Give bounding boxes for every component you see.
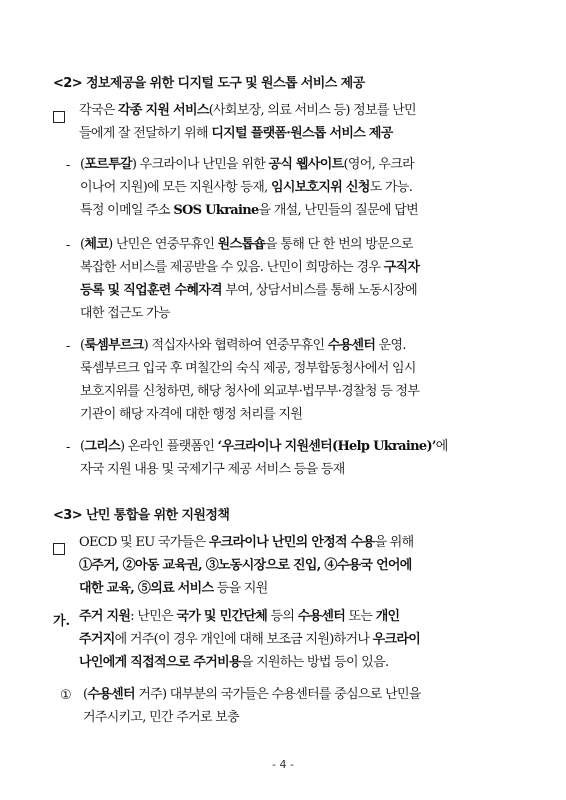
text-line: 들에게 잘 전달하기 위해 디지털 플랫폼·원스톱 서비스 제공: [79, 126, 393, 141]
text-line: 등록 및 직업훈련 수혜자격 부여, 상담서비스를 통해 노동시장에: [80, 283, 417, 298]
text-line: (그리스) 온라인 플랫폼인 ‘우크라이나 지원센터(Help Ukraine)’에: [80, 439, 448, 454]
dash-bullet: -: [66, 158, 71, 173]
text-line: 복잡한 서비스를 제공받을 수 있음. 난민이 희망하는 경우 구직자: [80, 260, 420, 275]
section-3-heading: <3> 난민 통합을 위한 지원정책: [53, 508, 230, 523]
item-greece: [80, 435, 448, 481]
text-line: ①주거, ②아동 교육권, ③노동시장으로 진입, ④수용국 언어에: [79, 558, 412, 573]
item-portugal: [80, 153, 418, 222]
text-line: 이나어 지원)에 모든 지원사항 등재, 임시보호지위 신청도 가능.: [80, 180, 413, 195]
dash-bullet: -: [66, 339, 71, 354]
text-line: (체코) 난민은 연중무휴인 원스톱숍을 통해 단 한 번의 방문으로: [80, 237, 413, 252]
checkbox-square-icon: [53, 111, 65, 123]
text-line: 대한 교육, ⑤의료 서비스 등을 지원: [79, 581, 268, 596]
text-line: (수용센터 거주) 대부분의 국가들은 수용센터를 중심으로 난민을: [83, 687, 421, 702]
text-line: (룩셈부르크) 적십자사와 협력하여 연중무휴인 수용센터 운영.: [80, 338, 406, 353]
text-line: 나인에게 직접적으로 주거비용을 지원하는 방법 등이 있음.: [79, 655, 389, 670]
text-line: 기관이 해당 자격에 대한 행정 처리를 지원: [80, 407, 303, 422]
dash-bullet: -: [66, 440, 71, 455]
text-line: 대한 접근도 가능: [80, 306, 170, 321]
item-czech: [80, 233, 419, 325]
section-2-intro: [79, 99, 416, 145]
section-3-intro: [79, 531, 413, 600]
text-line: 특정 이메일 주소 SOS Ukraine을 개설, 난민들의 질문에 답변: [80, 203, 418, 218]
text-line: 각국은 각종 지원 서비스(사회보장, 의료 서비스 등) 정보를 난민: [79, 103, 416, 118]
text-line: 주거지에 거주(이 경우 개인에 대해 보조금 지원)하거나 우크라이: [79, 632, 421, 647]
item-luxembourg: [80, 334, 419, 426]
section-2-heading: <2> 정보제공을 위한 디지털 도구 및 원스톱 서비스 제공: [53, 76, 365, 91]
text-line: 보호지위를 신청하면, 해당 청사에 외교부·법무부·경찰청 등 정부: [80, 384, 420, 399]
text-line: 룩셈부르크 입국 후 며칠간의 숙식 제공, 정부합동청사에서 임시: [80, 361, 416, 376]
dash-bullet: -: [66, 238, 71, 253]
page-number: - 4 -: [272, 758, 294, 771]
text-line: 주거 지원: 난민은 국가 및 민간단체 등의 수용센터 또는 개인: [79, 609, 400, 624]
text-line: (포르투갈) 우크라이나 난민을 위한 공식 웹사이트(영어, 우크라: [80, 157, 415, 172]
housing-support: [79, 605, 420, 674]
reception-center-item: [83, 683, 421, 729]
text-line: 거주시키고, 민간 주거로 보충: [83, 710, 240, 725]
checkbox-square-icon: [53, 543, 65, 555]
circled-number-1: ①: [60, 688, 72, 703]
text-line: 자국 지원 내용 및 국제기구 제공 서비스 등을 등재: [80, 462, 345, 477]
ga-marker: 가.: [53, 614, 71, 629]
text-line: OECD 및 EU 국가들은 우크라이나 난민의 안정적 수용을 위해: [79, 535, 414, 550]
